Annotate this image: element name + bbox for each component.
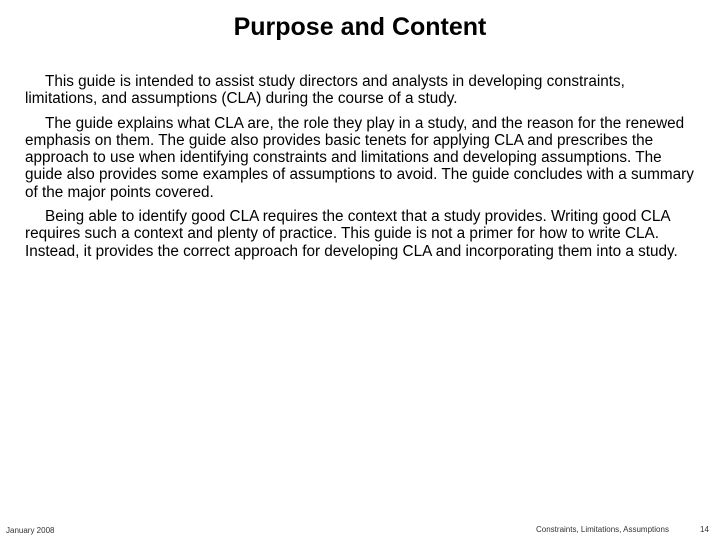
footer-page-number: 14	[700, 525, 709, 534]
paragraph-purpose: This guide is intended to assist study directors and analysts in developing constraints, limitations, and assumptions (CLA) during the course of a study.	[25, 73, 625, 108]
paragraph-content: The guide explains what CLA are, the role they play in a study, and the reason for the renewed emphasis on them. The guide also provides basic tenets for applying CLA and prescribes the approach to use when identifying constraints and limitations and developing assumptions. The guide also provides some examples of assumptions to avoid. The guide concludes with a summary of the major points covered.	[25, 114, 694, 201]
footer-document-title: Constraints, Limitations, Assumptions	[536, 525, 669, 534]
slide-body	[25, 73, 697, 267]
slide-title: Purpose and Content	[233, 13, 487, 41]
paragraph-context: Being able to identify good CLA requires the context that a study provides. Writing good CLA requires such a context and plenty of practice. This guide is not a primer for how to write CLA. Instead, it provides the correct approach for developing CLA and incorporating them into a study.	[25, 208, 678, 260]
footer-date: January 2008	[6, 526, 55, 535]
